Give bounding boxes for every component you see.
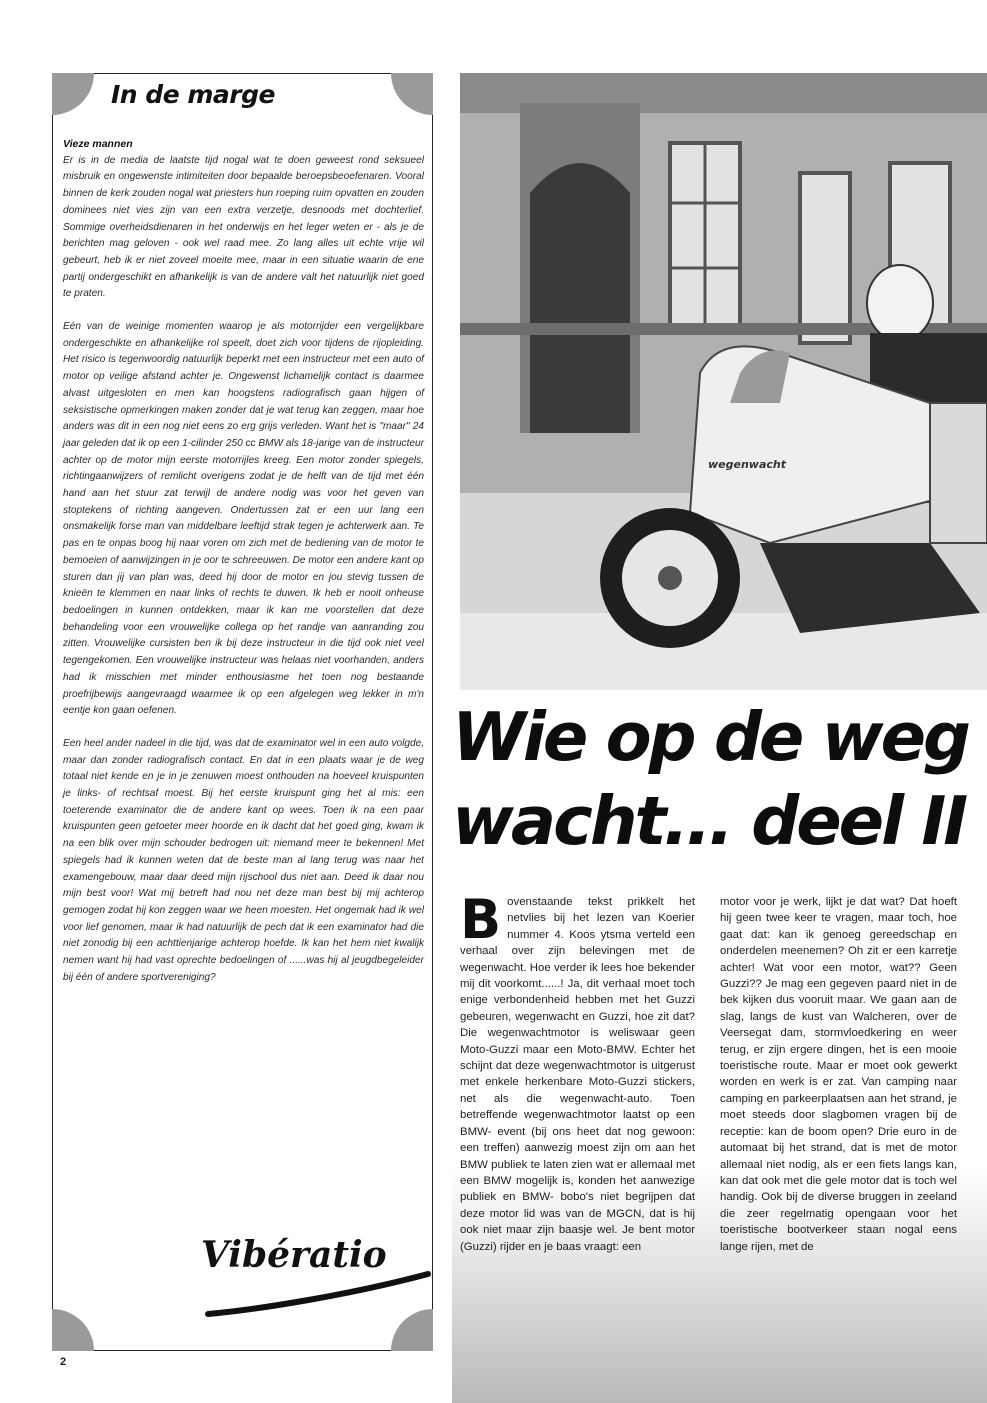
sidebar-title: In de marge — [111, 80, 275, 109]
article-headline — [452, 695, 987, 863]
article-column-2 — [720, 894, 957, 1255]
photo-illustration — [460, 73, 987, 690]
sidebar-subheading: Vieze mannen — [63, 138, 133, 150]
sidebar-paragraph: Eén van de weinige momenten waarop je als motorrijder een vergelijkbare ondergeschikte en afhankelijke rol speelt, doet zich voor tijdens de rijopleiding. Het risico is tegenwoordig natuurlijk beperkt met een instructeur met een auto of motor op veilige afstand achter je. Ongewenst lichamelijk contact is daarmee alvast uitgesloten en men kan hoogstens radiografisch gaan hijgen of seksistische opmerkingen maken zonder dat je wat terug kan zeggen, maar hoe anders was dit in een nog niet eens zo erg grijs verleden. Want het is "maar" 24 jaar geleden dat ik op een 1-cilinder 250 cc BMW als 18-jarige van de instructeur achter op de motor mijn eerste motorrijles kreeg. Een motor zonder spiegels, richtingaanwijzers of remlicht overigens zodat je de helft van de tijd met één hand aan het stuur zat terwijl de andere nodig was voor het geven van stoptekens of richting aangeven. Ondertussen zat er een uur lang een onsmakelijk forse man van middelbare leeftijd strak tegen je achterwerk aan. Te pas en te onpas boog hij naar voren om zich met de bediening van de motor te bemoeien of aanwijzingen in je oor te schreeuwen. De motor een andere kant op sturen dan jij van plan was, deed hij door de motor en jou stevig tussen de knieën te klemmen en naar links of rechts te duwen. Ik heb er nooit onheuse bedoelingen in kunnen ontdekken, maar ik kan me voorstellen dat deze behandeling voor een vrouwelijke collega op het randje van aanranding zou zitten. Vrouwelijke cursisten ben ik bij deze instructeur in die tijd ook niet veel tegengekomen. Een vrouwelijke instructeur was helaas niet voorhanden, anders had ik misschien met minder enthousiasme het toen nog bestaande proefrijbewijs aangevraagd waarmee ik op een afgelegen weg lekker in m'n eentje kon gaan oefenen. — [63, 321, 424, 717]
fairing-label: wegenwacht — [708, 458, 786, 471]
sidebar-box — [52, 73, 433, 1351]
headline-line-2: wacht... deel II — [452, 782, 966, 860]
sidebar-paragraph: Er is in de media de laatste tijd nogal wat te doen geweest rond seksueel misbruik en ongewenste intimiteiten door bepaalde beroepsbeoefenaren. Vooral binnen de kerk zouden nogal wat priesters hun roeping ruim opvatten en zouden dominees niet vies zijn van een extra verzetje, desnoods met dochterlief. Sommige overheidsdienaren in het onderwijs en het leger weten er - als je de berichten mag geloven - ook wel raad mee. Zo lang alles uit echte vrije wil gebeurt, heb ik er niet zoveel moeite mee, maar in een situatie waarin de ene partij ondergeschikt en afhankelijk is van de andere valt het natuurlijk niet goed te praten. — [63, 154, 424, 300]
page-number: 2 — [60, 1356, 67, 1368]
sidebar-paragraph: Een heel ander nadeel in die tijd, was dat de examinator wel in een auto volgde, maar dan zonder radiografisch contact. En dat in een plaats waar je de weg totaal niet kende en je in je zenuwen moest onthouden na hoeveel kruispunten je links- of rechtsaf moest. Bij het eerste kruispunt ging het al mis: een toeterende examinator die de andere kant op wees. Toen ik na een paar kruispunten geen getoeter meer hoorde en ik dacht dat het goed ging, kwam ik na een blik over mijn schouder bedrogen uit: niemand meer te bekennen! Met spiegels had ik kunnen weten dat de beste man al lang terug was naar het examengebouw, maar daar deed mijn rijschool dus niet aan. Deed ik daar nou mijn best voor! Wat mij betreft had nou net deze man best bij mij achterop gemogen zodat hij kon zeggen waar we heen moesten. Het ongemak had ik wel voor lief genomen, maar ik had natuurlijk de pech dat ik een examinator had die niet zonodig bij een achttienjarige achterop hoefde. Ik kan het hem niet kwalijk nemen want hij had vast oprechte bedoelingen of ......was hij al jeugdbegeleider bij één of andere sportvereniging? — [63, 737, 424, 983]
drop-cap: B — [460, 888, 502, 951]
corner-ornament — [52, 1309, 94, 1351]
article-text: ovenstaande tekst prikkelt het netvlies bij het lezen van Koerier nummer 4. Koos ytsma verteld een verhaal over zijn belevingen met de wegenwacht. Hoe verder ik lees hoe bekender mij dit voorkomt......! Ja, dit verhaal moet toch enige verbondenheid hebben met het Guzzi gebeuren, wegenwacht en Guzzi, hoe zit dat? Die wegenwachtmotor is weliswaar geen Moto-Guzzi maar een Moto-BMW. Echter het schijnt dat deze wegenwachtmotor is uitgerust met enkele herkenbare Moto-Guzzi stickers, net als die wegenwacht-auto. Toen betreffende wegenwachtmotor laatst op een BMW- event (bij ons heet dat nog gewoon: een treffen) aanwezig moest zijn om aan het BMW publiek te laten zien wat er allemaal met een BMW mogelijk is, konden het aanwezige publiek en BMW- bobo's niet begrijpen dat deze motor lid was van de MGCN, dat is hij ook niet maar zijn baasje wel. Je bent motor (Guzzi) rijder en je baas vraagt: een — [460, 896, 695, 1253]
headline-line-1: Wie op de weg — [452, 698, 968, 776]
author-signature: Vibératio — [201, 1234, 387, 1276]
article-text: motor voor je werk, lijkt je dat wat? Dat hoeft hij geen twee keer te vragen, maar toch, hoe gaat dat: kan ik genoeg gereedschap en onderdelen meenemen? Oh zit er een karretje achter! Wat voor een motor, wat?? Geen Guzzi?? Je mag een gegeven paard niet in de bek kijken dus vooruit maar. We gaan aan de slag, langs de kust van Walcheren, over de Veersegat dam, stormvloedkering en weer terug, er zijn ergere dingen, het is een mooie toeristische route. Maar er moet ook gewerkt worden en werk is er zat. Van camping naar camping en parkeerplaatsen aan het strand, je moet steeds door slagbomen vragen bij de receptie: kan de boom open? Drie euro in de automaat bij het strand, dat is met de motor allemaal niet nodig, als er een fiets langs kan, kan dat ook met die gele motor dat is toch wel handig. Ook bij de diverse bruggen in zeeland die zeer regelmatig opengaan voor het toeristische bootverkeer staan nogal eens lange rijen, met de — [720, 896, 957, 1253]
signature-swoosh — [203, 1269, 433, 1319]
motorcycle-photo — [460, 73, 987, 690]
corner-ornament — [391, 73, 433, 115]
sidebar-content — [63, 136, 424, 1002]
article-column-1 — [460, 888, 695, 1255]
corner-ornament — [52, 73, 94, 115]
